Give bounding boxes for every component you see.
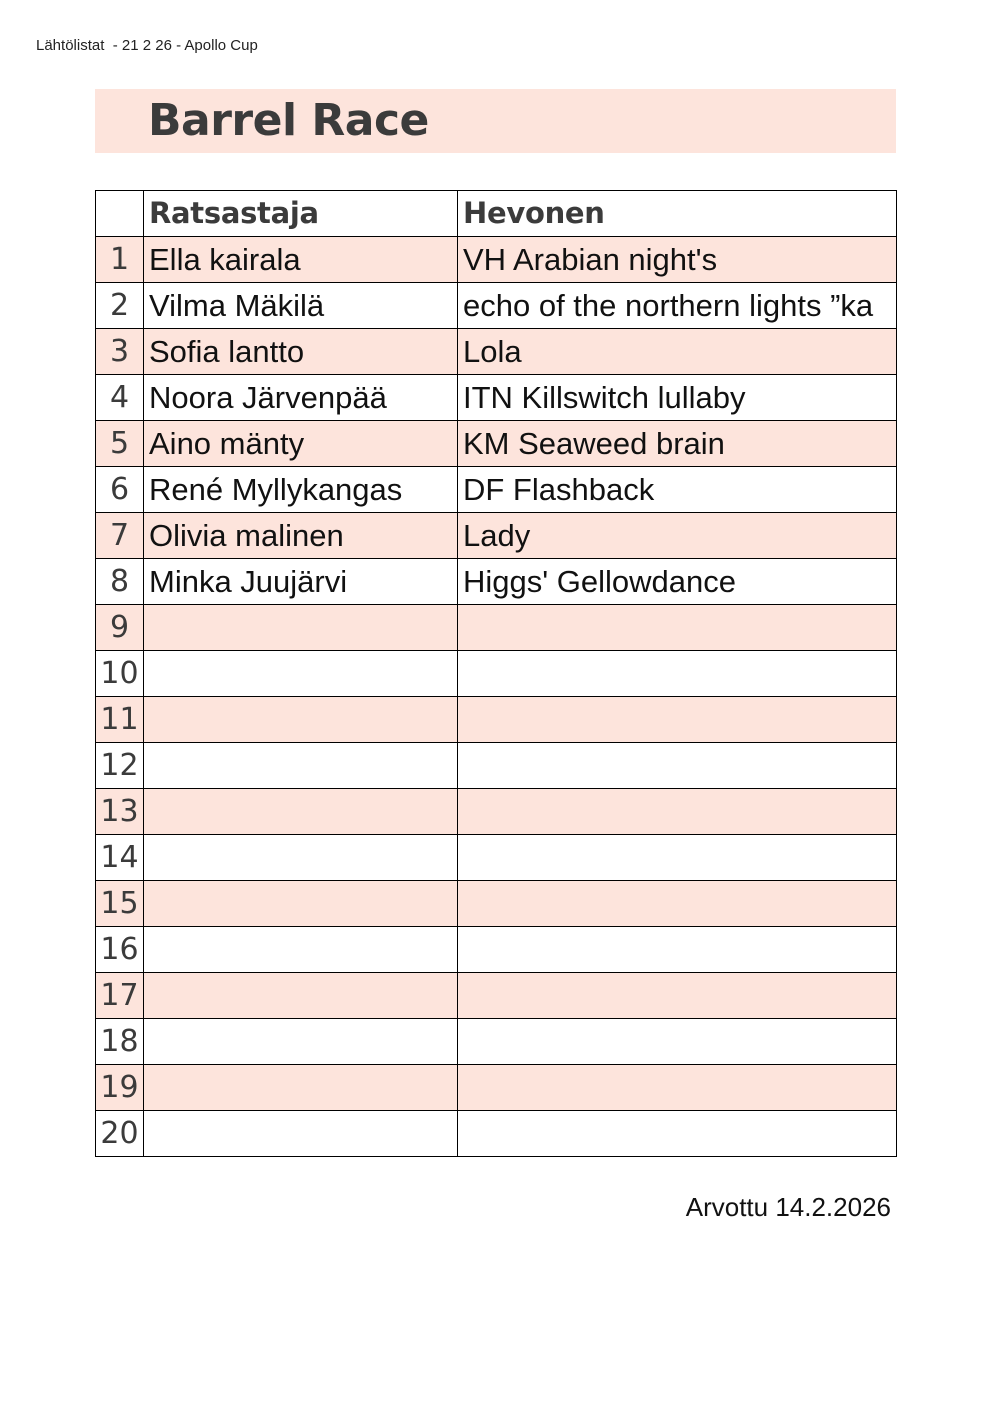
- title-band: [95, 89, 896, 153]
- horse-name: [458, 927, 897, 973]
- table-row: [96, 605, 897, 651]
- start-number: 15: [96, 881, 144, 927]
- horse-name: [458, 1065, 897, 1111]
- page-header: Lähtölistat - 21 2 26 - Apollo Cup: [36, 37, 258, 54]
- start-number: 17: [96, 973, 144, 1019]
- table-row: [96, 881, 897, 927]
- horse-name: [458, 743, 897, 789]
- horse-name: Lola: [458, 329, 897, 375]
- table-row: [96, 697, 897, 743]
- start-number: 18: [96, 1019, 144, 1065]
- table-row: [96, 927, 897, 973]
- start-number: 20: [96, 1111, 144, 1157]
- header-horse: Hevonen: [458, 191, 897, 237]
- start-number: 4: [96, 375, 144, 421]
- horse-name: [458, 835, 897, 881]
- table-row: [96, 1111, 897, 1157]
- table-header-row: [96, 191, 897, 237]
- rider-name: René Myllykangas: [144, 467, 458, 513]
- start-number: 1: [96, 237, 144, 283]
- start-number: 11: [96, 697, 144, 743]
- rider-name: Ella kairala: [144, 237, 458, 283]
- rider-name: [144, 697, 458, 743]
- rider-name: Aino mänty: [144, 421, 458, 467]
- rider-name: Olivia malinen: [144, 513, 458, 559]
- rider-name: [144, 743, 458, 789]
- start-number: 8: [96, 559, 144, 605]
- header-rider: Ratsastaja: [144, 191, 458, 237]
- rider-name: [144, 1111, 458, 1157]
- start-number: 19: [96, 1065, 144, 1111]
- table-row: [96, 467, 897, 513]
- horse-name: KM Seaweed brain: [458, 421, 897, 467]
- start-number: 16: [96, 927, 144, 973]
- horse-name: Lady: [458, 513, 897, 559]
- start-number: 5: [96, 421, 144, 467]
- page-title: Barrel Race: [148, 95, 429, 146]
- rider-name: [144, 789, 458, 835]
- horse-name: ITN Killswitch lullaby: [458, 375, 897, 421]
- table-row: [96, 789, 897, 835]
- horse-name: [458, 789, 897, 835]
- start-number: 9: [96, 605, 144, 651]
- rider-name: Sofia lantto: [144, 329, 458, 375]
- rider-name: [144, 973, 458, 1019]
- horse-name: [458, 651, 897, 697]
- start-number: 3: [96, 329, 144, 375]
- start-list-table: [95, 190, 897, 1157]
- horse-name: [458, 881, 897, 927]
- table-row: [96, 283, 897, 329]
- table-row: [96, 421, 897, 467]
- horse-name: DF Flashback: [458, 467, 897, 513]
- table-row: [96, 835, 897, 881]
- start-number: 14: [96, 835, 144, 881]
- table-row: [96, 651, 897, 697]
- horse-name: [458, 605, 897, 651]
- rider-name: [144, 651, 458, 697]
- header-number: [96, 191, 144, 237]
- rider-name: [144, 835, 458, 881]
- table-row: [96, 559, 897, 605]
- start-number: 2: [96, 283, 144, 329]
- horse-name: echo of the northern lights ”ka: [458, 283, 897, 329]
- horse-name: [458, 973, 897, 1019]
- rider-name: [144, 1065, 458, 1111]
- horse-name: Higgs' Gellowdance: [458, 559, 897, 605]
- horse-name: [458, 697, 897, 743]
- rider-name: Vilma Mäkilä: [144, 283, 458, 329]
- start-number: 13: [96, 789, 144, 835]
- start-number: 10: [96, 651, 144, 697]
- start-number: 6: [96, 467, 144, 513]
- table-row: [96, 973, 897, 1019]
- table-row: [96, 237, 897, 283]
- rider-name: Minka Juujärvi: [144, 559, 458, 605]
- rider-name: Noora Järvenpää: [144, 375, 458, 421]
- table-row: [96, 375, 897, 421]
- table-row: [96, 1019, 897, 1065]
- table-row: [96, 329, 897, 375]
- table-row: [96, 743, 897, 789]
- rider-name: [144, 605, 458, 651]
- rider-name: [144, 881, 458, 927]
- table-row: [96, 1065, 897, 1111]
- rider-name: [144, 927, 458, 973]
- horse-name: [458, 1019, 897, 1065]
- table-row: [96, 513, 897, 559]
- start-number: 12: [96, 743, 144, 789]
- start-number: 7: [96, 513, 144, 559]
- horse-name: [458, 1111, 897, 1157]
- rider-name: [144, 1019, 458, 1065]
- horse-name: VH Arabian night's: [458, 237, 897, 283]
- draw-date-note: Arvottu 14.2.2026: [685, 1192, 891, 1222]
